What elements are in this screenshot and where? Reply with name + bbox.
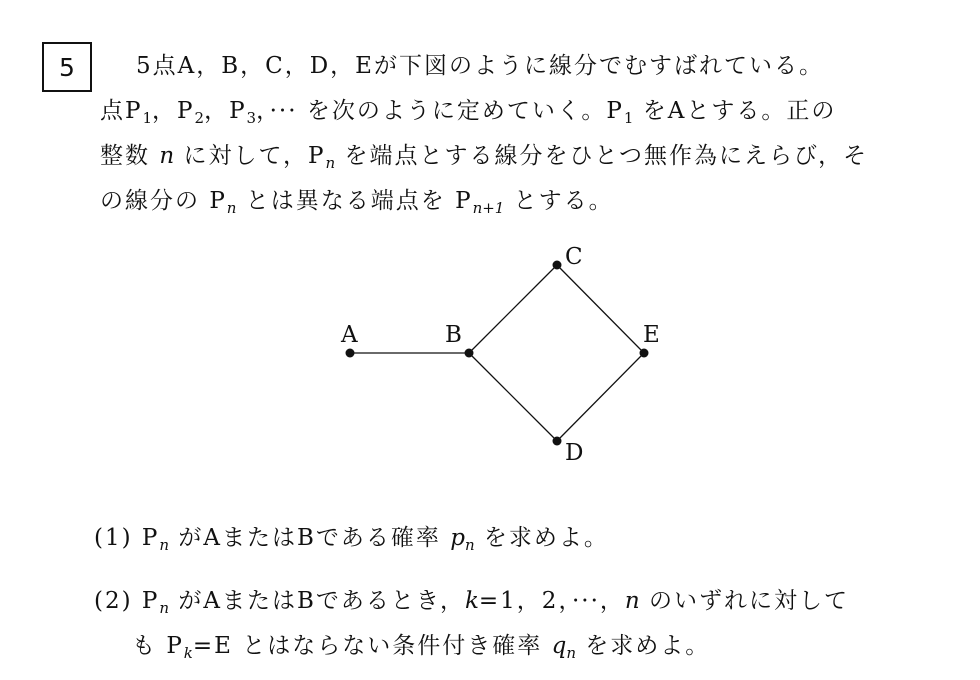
- question-text: も: [132, 633, 167, 659]
- vertex-label-e: E: [643, 322, 660, 348]
- math-variable: p: [450, 525, 465, 551]
- math-variable: n: [624, 588, 640, 614]
- question-text: がAまたはBである確率: [169, 525, 451, 551]
- math-variable: k: [464, 588, 479, 614]
- question-text: がAまたはBであるとき，: [169, 588, 465, 614]
- math-subscript: n: [464, 536, 475, 554]
- edge-b-c: [469, 265, 557, 353]
- vertex-label-c: C: [565, 244, 583, 270]
- math-subscript: n: [226, 199, 237, 217]
- math-subscript: 3: [246, 109, 257, 127]
- problem-number: 5: [59, 52, 75, 82]
- math-symbol: P: [125, 98, 143, 124]
- question-text: のいずれに対して: [639, 588, 850, 614]
- question-text: =1，2，···，: [478, 588, 625, 614]
- math-subscript: 2: [194, 109, 205, 127]
- intro-text: 整数: [100, 143, 160, 169]
- intro-text: に対して，: [174, 143, 308, 169]
- vertex-label-a: A: [341, 322, 358, 348]
- intro-text: ，: [152, 98, 178, 124]
- intro-text: をAとする。正の: [633, 98, 837, 124]
- math-subscript: n: [159, 536, 170, 554]
- vertex-d: [553, 437, 562, 446]
- question-text: を求めよ。: [575, 633, 711, 659]
- vertex-b: [465, 349, 474, 358]
- math-subscript: k: [183, 644, 193, 662]
- question-number: (1): [94, 525, 133, 551]
- math-subscript: n+1: [472, 199, 505, 217]
- question-text: =E とはならない条件付き確率: [192, 633, 552, 659]
- edge-b-d: [469, 353, 557, 441]
- math-symbol: P: [141, 525, 160, 551]
- intro-text: とは異なる端点を: [236, 188, 456, 214]
- edge-d-e: [557, 353, 644, 441]
- math-symbol: P: [141, 588, 160, 614]
- math-subscript: n: [325, 154, 336, 172]
- vertex-label-b: B: [445, 322, 462, 348]
- math-symbol: P: [606, 98, 624, 124]
- intro-text: の線分の: [100, 188, 210, 214]
- question-number: (2): [94, 588, 133, 614]
- math-subscript: 1: [623, 109, 634, 127]
- math-symbol: P: [455, 188, 473, 214]
- intro-text: 点: [100, 98, 125, 124]
- math-symbol: P: [177, 98, 195, 124]
- vertex-c: [553, 261, 562, 270]
- intro-text: ，··· を次のように定めていく。: [256, 98, 607, 124]
- math-symbol: P: [229, 98, 247, 124]
- intro-text: ，: [204, 98, 230, 124]
- question-text: を求めよ。: [474, 525, 609, 551]
- vertex-e: [640, 349, 649, 358]
- edge-c-e: [557, 265, 644, 353]
- math-subscript: 1: [142, 109, 153, 127]
- vertex-a: [346, 349, 355, 358]
- math-symbol: P: [308, 143, 326, 169]
- math-symbol: P: [209, 188, 227, 214]
- intro-text: 5点A，B，C，D，Eが下図のように線分でむすばれている。: [136, 53, 824, 79]
- math-variable: q: [551, 633, 567, 659]
- question-2-line-1: [94, 588, 850, 617]
- intro-text: を端点とする線分をひとつ無作為にえらび，そ: [335, 143, 869, 169]
- math-variable: n: [159, 143, 175, 169]
- intro-text: とする。: [504, 188, 614, 214]
- math-subscript: n: [566, 644, 576, 662]
- question-1: [94, 525, 609, 554]
- math-subscript: n: [159, 599, 170, 617]
- question-2-line-2: [132, 633, 711, 662]
- vertex-label-d: D: [565, 440, 584, 466]
- math-symbol: P: [166, 633, 184, 659]
